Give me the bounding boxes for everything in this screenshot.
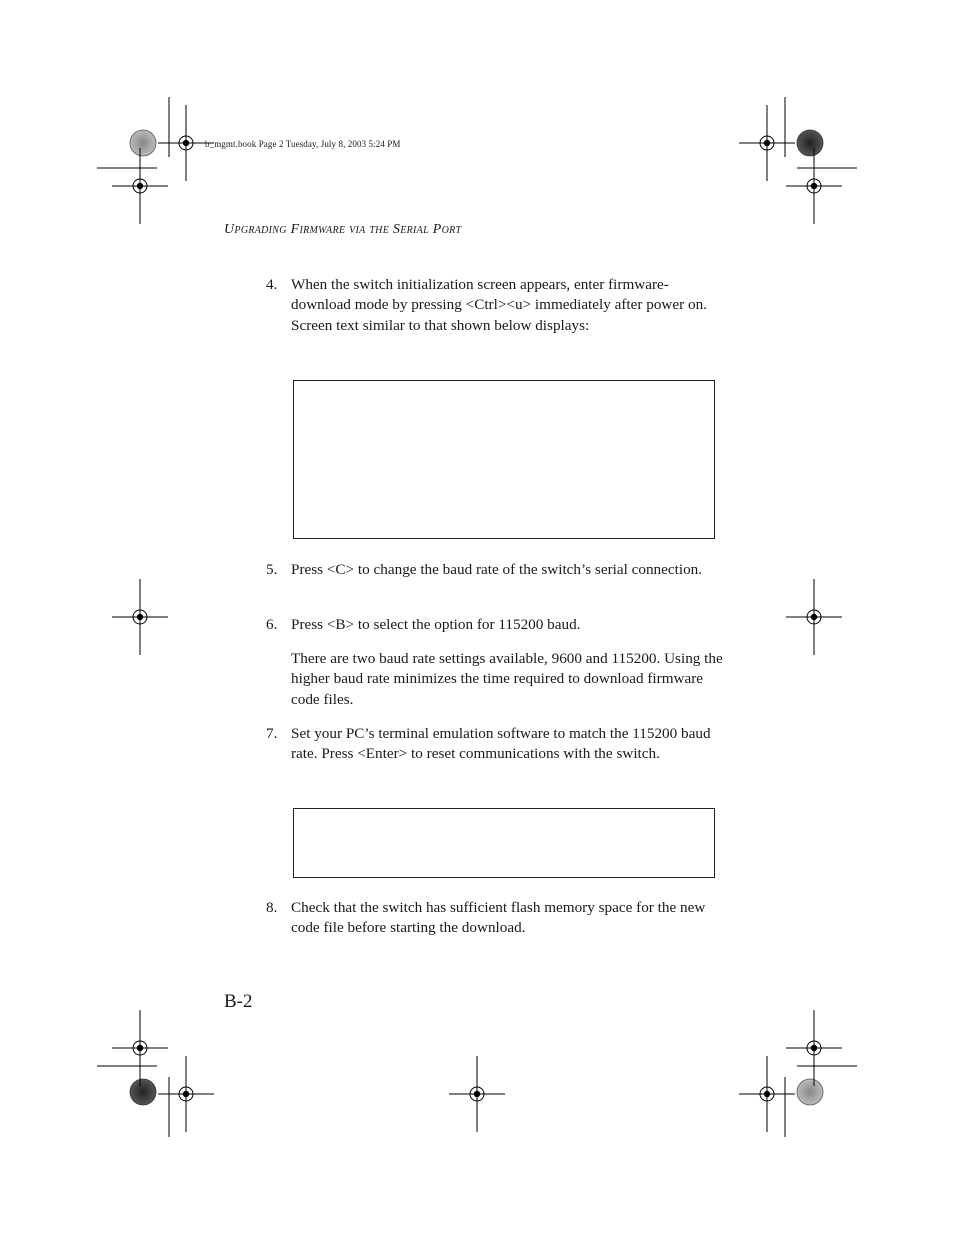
step-text: Press <C> to change the baud rate of the switch’s serial connection. (291, 561, 703, 578)
screen-output-box (293, 380, 715, 539)
screen-output-box (293, 808, 715, 878)
step-item (266, 898, 726, 939)
step-number: 4. (266, 276, 278, 293)
step-item (266, 724, 726, 765)
step-item (266, 275, 726, 336)
step-text: When the switch initialization screen appears, enter firmware-download mode by pressing <Ctrl><u> immediately after power on. Screen text similar to that shown below displays: (291, 276, 707, 334)
step-text: Press <B> to select the option for 115200 baud. (291, 616, 581, 633)
step-item (266, 560, 726, 580)
step-item (266, 615, 726, 635)
step-note: There are two baud rate settings available, 9600 and 115200. Using the higher baud rate minimizes the time required to download firmware code files. (291, 650, 723, 708)
step-number: 8. (266, 899, 278, 916)
step-text: Set your PC’s terminal emulation software to match the 115200 baud rate. Press <Enter> to reset communications with the switch. (291, 725, 711, 763)
step-text: Check that the switch has sufficient flash memory space for the new code file before starting the download. (291, 899, 706, 937)
running-head: Upgrading Firmware via the Serial Port (224, 222, 462, 237)
slug-line: b_mgmt.book Page 2 Tuesday, July 8, 2003 5:24 PM (205, 139, 401, 149)
step-number: 7. (266, 725, 278, 742)
step-number: 6. (266, 616, 278, 633)
step-number: 5. (266, 561, 278, 578)
page-number: B-2 (224, 991, 253, 1012)
